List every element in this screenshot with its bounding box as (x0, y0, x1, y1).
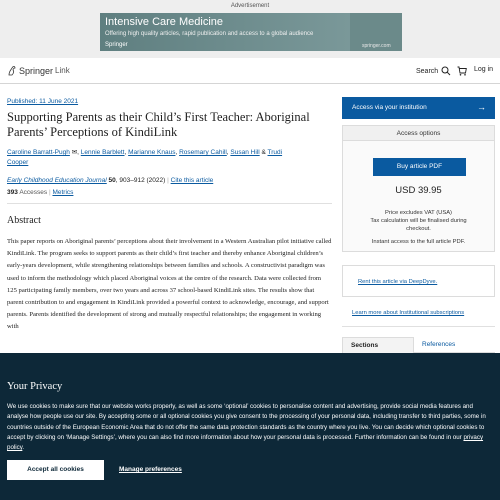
sidebar-tabs (342, 337, 495, 353)
privacy-text: We use cookies to make sure that our website works properly, as well as some ‘optional’ cookies to personalise content and advertising, provide social media features and analyse how people use our site. By accepting some or all optional cookies you give consent to the processing of your personal data, including transfer to third parties, some in countries outside of the European Economic Area that do not offer the same data protection standards as the country where you live. You can decide which optional cookies to accept by clicking on ‘Manage Settings’, where you can also find more information about how your personal data is processed. Further information can be found in our privacy policy. (7, 403, 486, 452)
metrics-link[interactable]: Metrics (52, 189, 74, 196)
ad-brand: Springer (105, 42, 128, 48)
cite-article-link[interactable]: Cite this article (170, 177, 214, 184)
tab-references[interactable]: References (422, 341, 456, 348)
access-button-label: Access via your institution (352, 104, 427, 111)
article-title: Supporting Parents as their Child’s First Teacher: Aboriginal Parents’ Perceptions of KindiLink (7, 110, 310, 139)
site-header (0, 58, 500, 84)
access-options-heading: Access options (343, 126, 494, 141)
search-icon (441, 66, 451, 76)
sidebar-divider (342, 326, 495, 327)
author-list: Caroline Barratt-Pugh ✉, Lennie Barblett, Marianne Knaus, Rosemary Cahill, Susan Hill & Trudi Cooper (7, 149, 283, 166)
journal-citation: Early Childhood Education Journal 50, 903–912 (2022) | Cite this article (7, 177, 214, 184)
institutional-subscriptions-link[interactable]: Learn more about Institutional subscriptions (352, 310, 465, 316)
search-label: Search (416, 67, 439, 75)
accesses-label: Accesses (19, 189, 48, 196)
privacy-policy-link[interactable]: privacy policy (7, 433, 484, 452)
tab-sections[interactable]: Sections (342, 337, 414, 353)
published-date[interactable]: Published: 11 June 2021 (7, 98, 79, 105)
ad-title: Intensive Care Medicine (105, 16, 224, 28)
access-options-panel (342, 125, 495, 252)
abstract-text: This paper reports on Aboriginal parents’ perceptions about their involvement in a Western Australian pilot initiative called KindiLink. The program seeks to support parents as their child’s first teacher and thereby enhance Aboriginal children’s early-years development, while strengthening relationships between families and schools. A constructivist paradigm was used to inform the methodology which placed Aboriginal voices at the centre of the research. Data were collected from 125 participating family members, over two years and across 37 school-based KindiLink sites. The results show that parent contribution to and engagement in KindiLink provided a powerful context to acknowledge, encourage, and support parents. Parents identified the development of strong and mutually respectful relationships; the engagement in working with (7, 238, 332, 331)
ad-url: springer.com (362, 43, 391, 49)
logo-subtext: Link (55, 66, 70, 75)
mail-icon[interactable]: ✉ (71, 149, 78, 156)
ad-subtitle: Offering high quality articles, rapid publication and access to a global audience (105, 31, 314, 37)
springerlink-logo[interactable] (7, 65, 70, 76)
accept-cookies-button[interactable]: Accept all cookies (7, 460, 104, 480)
logo-text: Springer (19, 65, 54, 76)
search-link[interactable] (416, 66, 451, 76)
buy-article-button[interactable]: Buy article PDF (373, 158, 466, 176)
ad-label: Advertisement (230, 3, 270, 9)
author-link[interactable]: Lennie Barblett (80, 149, 125, 156)
vat-note (343, 209, 494, 233)
author-link[interactable]: Trudi Cooper (7, 149, 283, 166)
vat-line: Price excludes VAT (USA) (384, 210, 452, 216)
author-link[interactable]: Caroline Barratt-Pugh (7, 149, 70, 156)
vat-line: Tax calculation will be finalised during checkout. (370, 218, 467, 232)
accesses-count: 393 (7, 189, 18, 196)
login-link[interactable]: Log in (474, 66, 494, 73)
instant-access-note: Instant access to the full article PDF. (371, 239, 466, 245)
privacy-title: Your Privacy (7, 381, 63, 392)
journal-volume: 50 (108, 177, 116, 184)
author-link[interactable]: Susan Hill (230, 149, 260, 156)
arrow-right-icon: → (477, 102, 486, 112)
rent-panel (342, 265, 495, 297)
cart-icon[interactable] (457, 66, 467, 76)
journal-pages: , 903–912 (2022) (115, 177, 166, 184)
author-link[interactable]: Rosemary Cahill (179, 149, 227, 156)
rent-deepdyve-link[interactable]: Rent this article via DeepDyve. (358, 279, 438, 285)
article-metrics: 393 Accesses | Metrics (7, 189, 74, 196)
abstract-heading: Abstract (7, 215, 41, 226)
cookie-consent-banner (0, 353, 500, 500)
access-via-institution-button[interactable] (342, 97, 495, 119)
author-link[interactable]: Marianne Knaus (128, 149, 176, 156)
springer-horse-icon (7, 65, 17, 76)
privacy-body: We use cookies to make sure that our website works properly, as well as some ‘optional’ cookies to personalise content and advertising, provide social media features and analyse how people use our site. By accepting some or all optional cookies you give consent to the processing of your personal data, including transfer to third parties, some in countries outside of the European Economic Area that do not offer the same data protection standards as the country where you live. You can decide which optional cookies to accept by clicking on ‘Manage Settings’, where you can also find more information about how your personal data is processed. Further information can be found in our (7, 403, 486, 441)
section-divider (7, 203, 332, 204)
article-price: USD 39.95 (395, 185, 442, 196)
ad-banner[interactable] (100, 13, 402, 51)
advertisement-strip (0, 0, 500, 58)
manage-preferences-link[interactable]: Manage preferences (119, 466, 182, 473)
journal-name-link[interactable]: Early Childhood Education Journal (7, 177, 107, 184)
